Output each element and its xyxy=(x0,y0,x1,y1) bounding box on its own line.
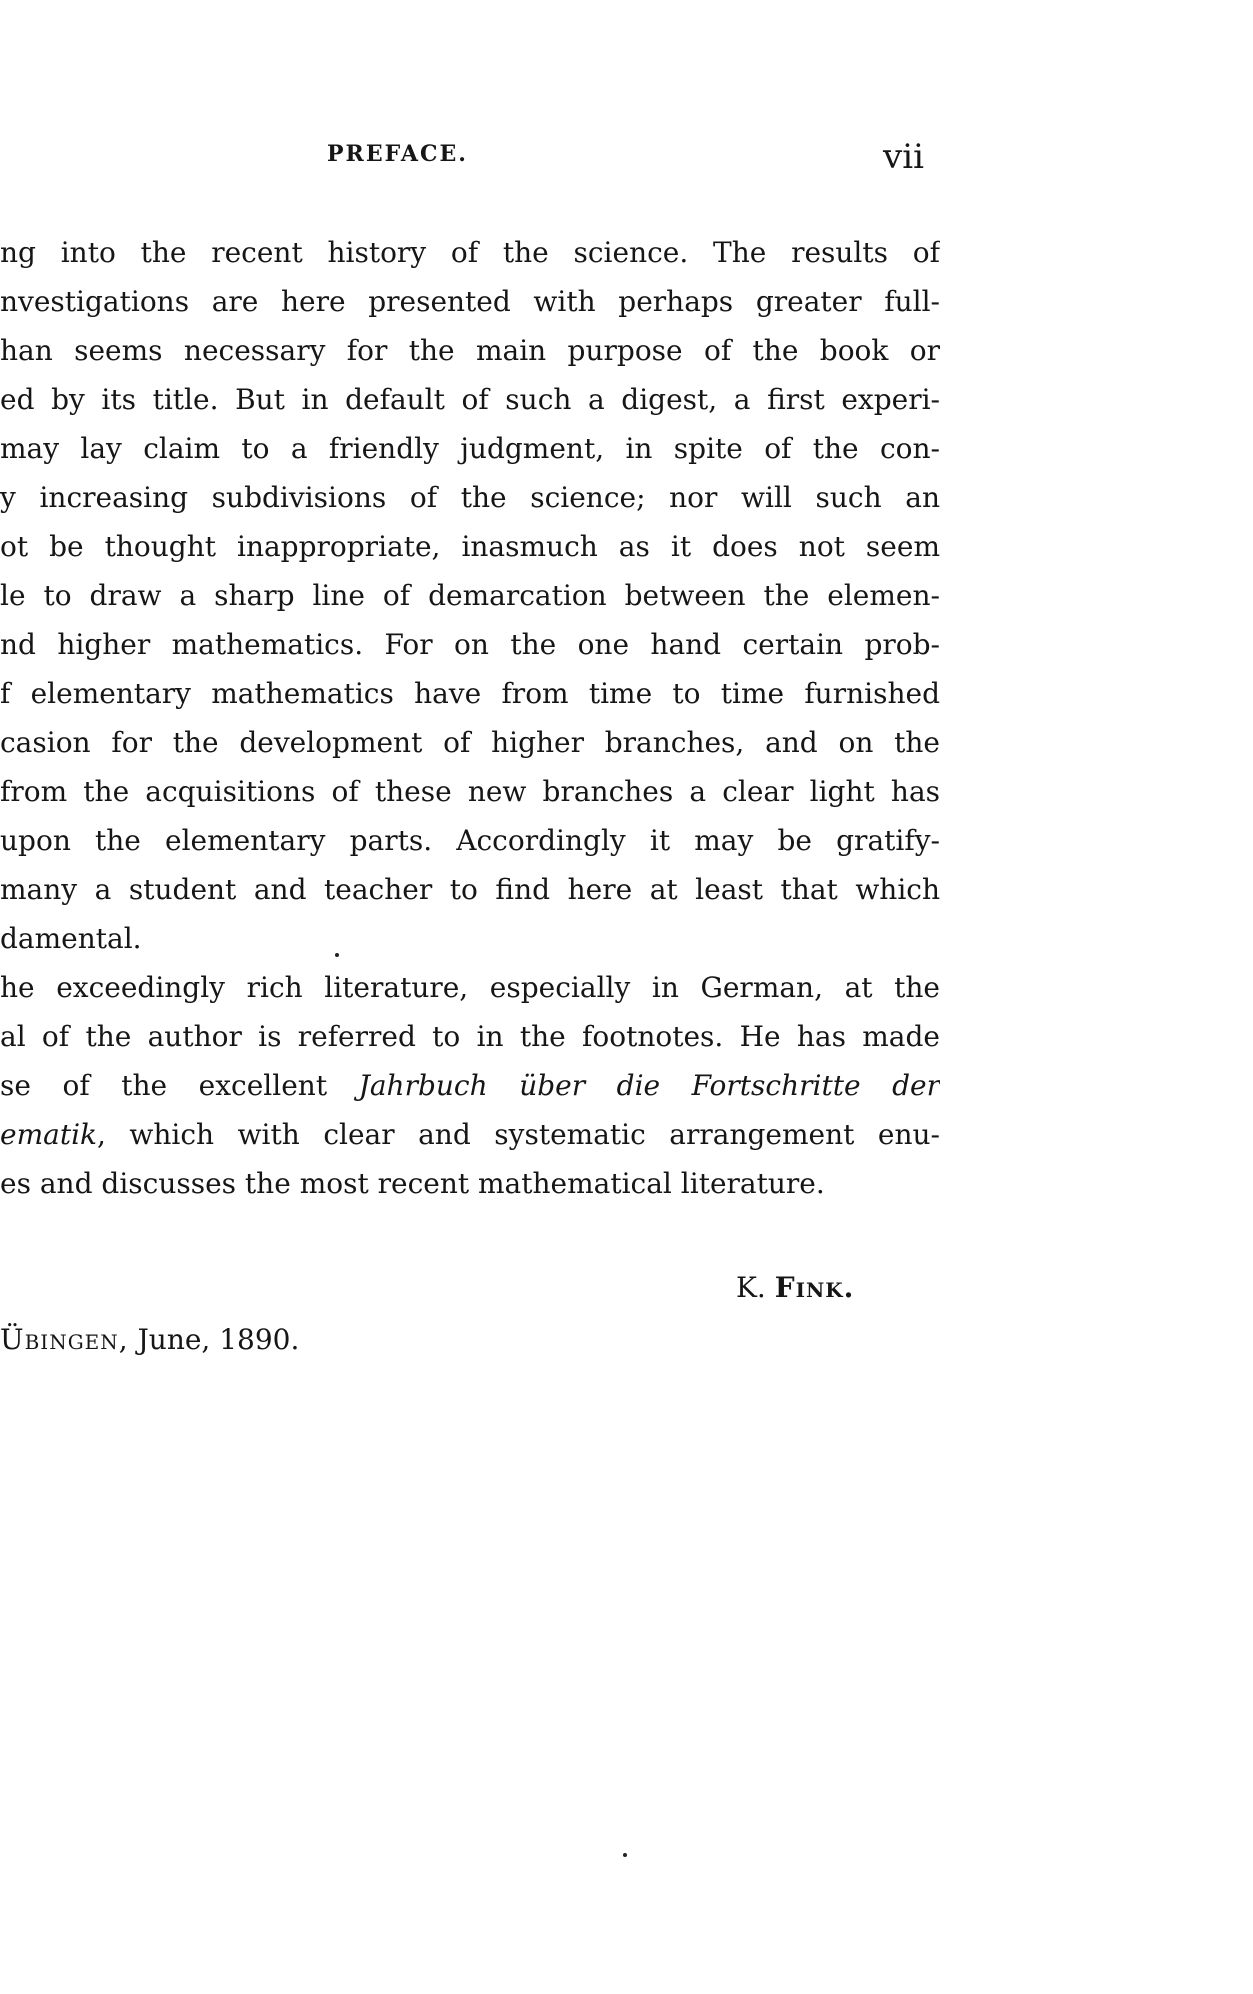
print-speck xyxy=(623,1853,627,1857)
text-line: ot be thought inappropriate, inasmuch as it does not seem xyxy=(0,530,940,563)
dateline-date: June, 1890. xyxy=(128,1323,300,1356)
text-line: nvestigations are here presented with perhaps greater full- xyxy=(0,285,940,318)
page-number: vii xyxy=(883,137,924,177)
running-head xyxy=(0,137,940,177)
text-line: many a student and teacher to find here at least that which xyxy=(0,873,940,906)
signature-initial: K. xyxy=(736,1271,775,1304)
text-run: se of the excellent xyxy=(0,1069,359,1102)
text-line: upon the elementary parts. Accordingly it may be gratify- xyxy=(0,824,940,857)
text-line: ng into the recent history of the science. The results of xyxy=(0,236,940,269)
text-line: le to draw a sharp line of demarcation between the elemen- xyxy=(0,579,940,612)
journal-title-end: ematik xyxy=(0,1118,97,1151)
journal-title: Jahrbuch über die Fortschritte der xyxy=(358,1069,940,1102)
dateline-place: Übingen, xyxy=(0,1323,129,1356)
text-line xyxy=(0,1110,940,1159)
text-line: damental. xyxy=(0,922,142,955)
text-line: casion for the development of higher branches, and on the xyxy=(0,726,940,759)
dateline xyxy=(0,1323,299,1356)
text-line: f elementary mathematics have from time to time furnished xyxy=(0,677,940,710)
text-line: may lay claim to a friendly judgment, in spite of the con- xyxy=(0,432,940,465)
text-line: he exceedingly rich literature, especially in German, at the xyxy=(0,971,940,1004)
text-line xyxy=(0,1061,940,1110)
text-line: al of the author is referred to in the footnotes. He has made xyxy=(0,1020,940,1053)
text-line: es and discusses the most recent mathematical literature. xyxy=(0,1167,825,1200)
text-line: from the acquisitions of these new branches a clear light has xyxy=(0,775,940,808)
text-line: y increasing subdivisions of the science; nor will such an xyxy=(0,481,940,514)
text-line: nd higher mathematics. For on the one hand certain prob- xyxy=(0,628,940,661)
page-title: PREFACE. xyxy=(327,141,468,167)
text-line: ed by its title. But in default of such a digest, a first experi- xyxy=(0,383,940,416)
text-line: han seems necessary for the main purpose of the book or xyxy=(0,334,940,367)
signature-surname: Fink. xyxy=(774,1271,855,1304)
text-run: , which with clear and systematic arrangement enu- xyxy=(97,1118,940,1151)
author-signature xyxy=(736,1271,854,1304)
print-speck xyxy=(335,953,339,957)
